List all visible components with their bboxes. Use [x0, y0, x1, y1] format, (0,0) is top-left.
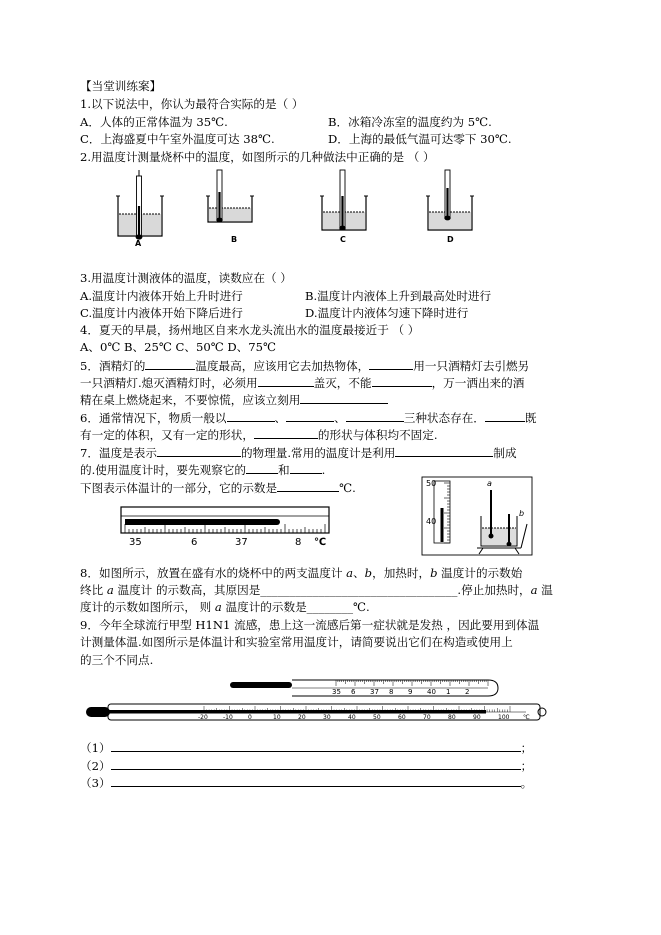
lab-scale-label: 40 — [348, 714, 356, 721]
answer-blank[interactable] — [111, 775, 521, 787]
clinical-scale-label: 37 — [370, 688, 379, 696]
lab-scale-label: 10 — [273, 714, 281, 721]
question-8-line-3: 度计的示数如图所示， 则 a 温度计的示数是________℃. — [80, 600, 370, 614]
question-7-line-3: 下图表示体温计的一部分，它的示数是 ℃. — [80, 481, 356, 495]
scale-tick-label: 8 — [295, 537, 302, 548]
clinical-scale-label: 35 — [332, 688, 341, 696]
section-title: 【当堂训练案】 — [80, 79, 162, 93]
thermometer-label-b: b — [519, 509, 525, 518]
question-3-option-d: D.温度计内液体匀速下降时进行 — [305, 306, 469, 320]
lab-scale-label: -20 — [198, 714, 208, 721]
answer-blank[interactable] — [111, 740, 521, 752]
scale-tick-label: 40 — [426, 517, 437, 526]
lab-scale-label: ℃ — [523, 714, 530, 721]
question-2-stem: 2.用温度计测量烧杯中的温度，如图所示的几种做法中正确的是 （ ） — [80, 150, 435, 164]
answer-line-2: （2） ； — [80, 759, 533, 773]
beaker-label-b: B — [231, 235, 238, 244]
answer-blank[interactable] — [369, 358, 413, 370]
question-3-option-c: C.温度计内液体开始下降后进行 — [80, 306, 243, 320]
scale-tick-label: 6 — [191, 537, 198, 548]
question-5-line-2: 一只酒精灯.熄灭酒精灯时，必须用 盖灭，不能 ，万一洒出来的酒 — [80, 376, 525, 390]
answer-blank[interactable] — [372, 375, 432, 387]
answer-blank[interactable] — [145, 358, 195, 370]
question-1-stem: 1.以下说法中，你认为最符合实际的是（ ） — [80, 97, 304, 111]
answer-line-3: （3） 。 — [80, 776, 533, 790]
two-thermometers-beaker-figure — [421, 476, 533, 556]
scale-tick-label: 35 — [129, 537, 142, 548]
beaker-label-c: C — [340, 235, 346, 244]
laboratory-thermometer-figure — [86, 700, 551, 724]
lab-scale-label: 70 — [423, 714, 431, 721]
lab-scale-label: 100 — [498, 714, 510, 721]
question-7-line-1: 7．温度是表示 的物理量.常用的温度计是利用 制成 — [80, 446, 517, 460]
lab-scale-label: 50 — [373, 714, 381, 721]
answer-blank[interactable] — [485, 410, 525, 422]
scale-unit: ℃ — [314, 537, 327, 548]
answer-blank[interactable] — [346, 410, 404, 422]
question-5-line-3: 精在桌上燃烧起来，不要惊慌，应该立刻用 — [80, 392, 388, 408]
clinical-thermometer-scale-figure — [117, 502, 337, 550]
beaker-label-d: D — [447, 235, 454, 244]
question-4-options: A、0℃ B、25℃ C、50℃ D、75℃ — [80, 340, 277, 354]
question-3-stem: 3.用温度计测液体的温度，读数应在（ ） — [80, 271, 292, 285]
question-9-line-3: 的三个不同点. — [80, 653, 154, 667]
clinical-scale-label: 6 — [351, 688, 356, 696]
clinical-scale-label: 40 — [427, 688, 436, 696]
beaker-a — [116, 170, 164, 248]
question-9-line-2: 计测量体温.如图所示是体温计和实验室常用温度计，请简要说出它们在构造或使用上 — [80, 635, 513, 649]
question-1-option-a: A．人体的正常体温为 35℃. — [80, 115, 228, 129]
answer-blank[interactable] — [300, 392, 388, 404]
answer-blank[interactable]: ________ — [306, 600, 354, 614]
beaker-thermometer-figure — [110, 166, 480, 248]
question-3-option-b: B.温度计内液体上升到最高处时进行 — [305, 289, 492, 303]
question-6-line-2: 有一定的体积，又有一定的形状， 的形状与体积均不固定. — [80, 428, 438, 442]
question-3-option-a: A.温度计内液体开始上升时进行 — [80, 289, 243, 303]
lab-scale-label: 0 — [248, 714, 252, 721]
question-5-line-1: 5．酒精灯的 温度最高，应该用它去加热物体， 用一只酒精灯去引燃另 — [80, 359, 530, 373]
clinical-scale-label: 1 — [446, 688, 451, 696]
answer-blank[interactable]: __________________________________ — [260, 583, 458, 597]
answer-blank[interactable] — [227, 410, 275, 422]
scale-tick-label: 50 — [426, 479, 437, 488]
question-6-line-1: 6．通常情况下，物质一般以 、 、 三种状态存在． 既 — [80, 411, 537, 425]
thermometer-label-a: a — [487, 479, 492, 488]
lab-scale-label: 90 — [473, 714, 481, 721]
question-8-line-2: 终比 a 温度计 的示数高，其原因是__________________________________.停止加热时，a 温 — [80, 583, 553, 597]
answer-blank[interactable] — [258, 375, 314, 387]
question-8-line-1: 8．如图所示，放置在盛有水的烧杯中的两支温度计 a、b，加热时，b 温度计的示数始 — [80, 566, 523, 580]
clinical-thermometer-figure — [226, 675, 501, 701]
question-1-option-c: C．上海盛夏中午室外温度可达 38℃. — [80, 132, 275, 146]
lab-scale-label: 20 — [298, 714, 306, 721]
answer-blank[interactable] — [277, 480, 339, 492]
beaker-label-a: A — [135, 239, 142, 248]
question-4-stem: 4．夏天的早晨，扬州地区自来水龙头流出水的温度最接近于 （ ） — [80, 323, 420, 337]
beaker-d — [426, 170, 474, 244]
lab-scale-label: -10 — [223, 714, 233, 721]
clinical-scale-label: 9 — [408, 688, 413, 696]
answer-blank[interactable] — [254, 427, 318, 439]
scale-tick-label: 37 — [235, 537, 248, 548]
lab-scale-label: 60 — [398, 714, 406, 721]
answer-blank[interactable] — [286, 410, 334, 422]
question-9-line-1: 9．今年全球流行甲型 H1N1 流感，患上这一流感后第一症状就是发热 ，因此要用到体温 — [80, 618, 540, 632]
clinical-scale-label: 2 — [465, 688, 470, 696]
answer-blank[interactable] — [290, 462, 322, 474]
question-1-option-d: D．上海的最低气温可达零下 30℃. — [328, 132, 512, 146]
beaker-b — [206, 170, 254, 244]
answer-blank[interactable] — [246, 462, 278, 474]
answer-blank[interactable] — [157, 445, 241, 457]
answer-blank[interactable] — [395, 445, 493, 457]
beaker-c — [320, 170, 368, 244]
clinical-scale-label: 8 — [389, 688, 394, 696]
answer-blank[interactable] — [111, 758, 521, 770]
question-7-line-2: 的.使用温度计时，要先观察它的 和 . — [80, 463, 326, 477]
lab-scale-label: 80 — [448, 714, 456, 721]
question-1-option-b: B．冰箱冷冻室的温度约为 5℃. — [328, 115, 492, 129]
lab-scale-label: 30 — [323, 714, 331, 721]
answer-line-1: （1） ； — [80, 741, 533, 755]
